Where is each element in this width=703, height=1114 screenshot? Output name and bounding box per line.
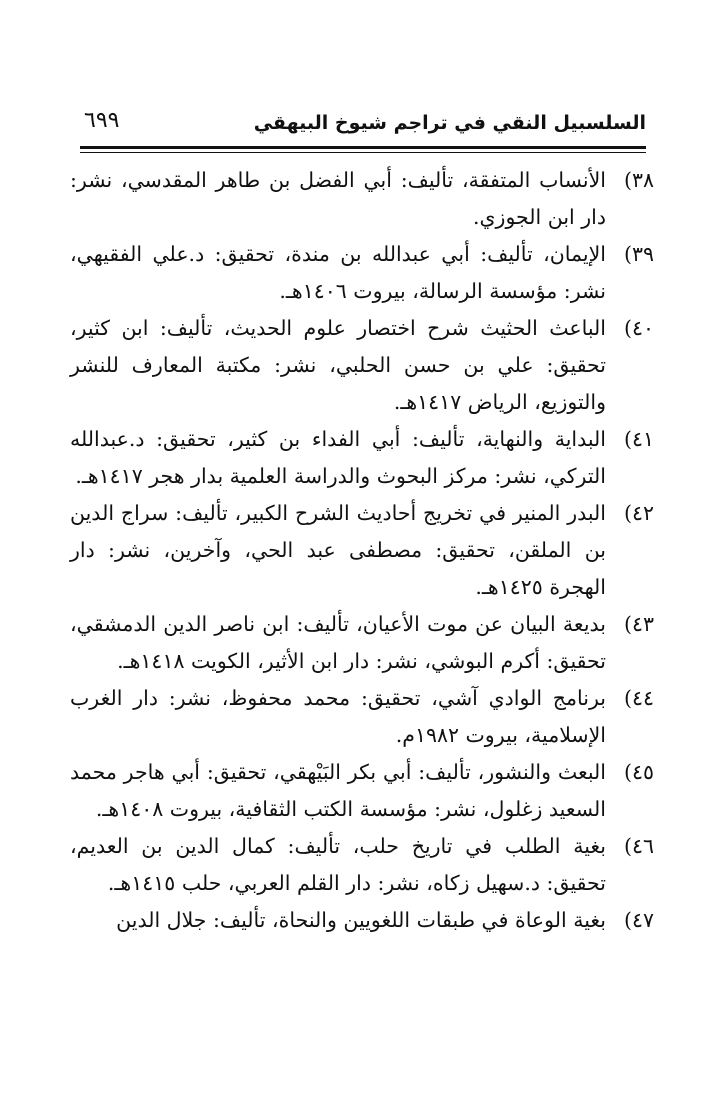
- bibliography-entry-39: [70, 236, 654, 310]
- bibliography-list: [70, 162, 654, 939]
- bibliography-entry-47: [70, 902, 654, 939]
- entry-number: ٤٠): [623, 316, 654, 340]
- entry-text: برنامج الوادي آشي، تحقيق: محمد محفوظ، نشر: دار الغرب الإسلامية، بيروت ١٩٨٢م.: [70, 686, 606, 747]
- bibliography-entry-41: [70, 421, 654, 495]
- entry-text: الإيمان، تأليف: أبي عبدالله بن مندة، تحقيق: د.علي الفقيهي، نشر: مؤسسة الرسالة، بيروت ١٤٠٦هـ.: [70, 242, 606, 303]
- entry-number: ٣٩): [623, 242, 654, 266]
- entry-text: بغية الطلب في تاريخ حلب، تأليف: كمال الدين بن العديم، تحقيق: د.سهيل زكاه، نشر: دار القلم العربي، حلب ١٤١٥هـ.: [70, 834, 606, 895]
- entry-text: البداية والنهاية، تأليف: أبي الفداء بن كثير، تحقيق: د.عبدالله التركي، نشر: مركز البحوث والدراسة العلمية بدار هجر ١٤١٧هـ.: [70, 427, 606, 488]
- entry-number: ٤٥): [623, 760, 654, 784]
- entry-number: ٤٦): [623, 834, 654, 858]
- entry-number: ٤٣): [623, 612, 654, 636]
- entry-text: بغية الوعاة في طبقات اللغويين والنحاة، تأليف: جلال الدين: [116, 908, 606, 932]
- entry-number: ٤٧): [623, 908, 654, 932]
- page-number: ٦٩٩: [84, 108, 120, 133]
- entry-text: الأنساب المتفقة، تأليف: أبي الفضل بن طاهر المقدسي، نشر: دار ابن الجوزي.: [70, 168, 606, 229]
- bibliography-entry-43: [70, 606, 654, 680]
- entry-text: بديعة البيان عن موت الأعيان، تأليف: ابن ناصر الدين الدمشقي، تحقيق: أكرم البوشي، نشر: دار ابن الأثير، الكويت ١٤١٨هـ.: [70, 612, 606, 673]
- entry-number: ٣٨): [623, 168, 654, 192]
- entry-number: ٤٢): [623, 501, 654, 525]
- entry-text: الباعث الحثيث شرح اختصار علوم الحديث، تأليف: ابن كثير، تحقيق: علي بن حسن الحلبي، نشر: مكتبة المعارف للنشر والتوزيع، الرياض ١٤١٧هـ.: [70, 316, 606, 414]
- entry-text: البعث والنشور، تأليف: أبي بكر البَيْهقي، تحقيق: أبي هاجر محمد السعيد زغلول، نشر: مؤسسة الكتب الثقافية، بيروت ١٤٠٨هـ.: [70, 760, 606, 821]
- bibliography-entry-44: [70, 680, 654, 754]
- entry-number: ٤٤): [623, 686, 654, 710]
- header-rule-thin: [80, 152, 646, 153]
- bibliography-entry-45: [70, 754, 654, 828]
- entry-text: البدر المنير في تخريج أحاديث الشرح الكبير، تأليف: سراج الدين بن الملقن، تحقيق: مصطفى عبد الحي، وآخرين، نشر: دار الهجرة ١٤٢٥هـ.: [70, 501, 606, 599]
- bibliography-entry-40: [70, 310, 654, 421]
- header-rule-thick: [80, 146, 646, 149]
- bibliography-entry-38: [70, 162, 654, 236]
- running-header: [80, 108, 646, 140]
- book-title: السلسبيل النقي في تراجم شيوخ البيهقي: [253, 112, 646, 134]
- entry-number: ٤١): [623, 427, 654, 451]
- bibliography-entry-46: [70, 828, 654, 902]
- bibliography-entry-42: [70, 495, 654, 606]
